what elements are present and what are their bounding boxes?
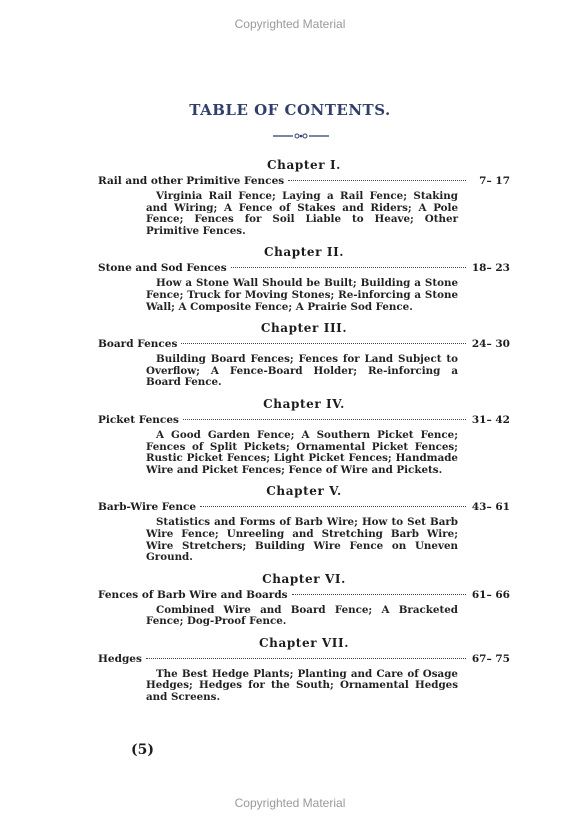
copyright-watermark-bottom: Copyrighted Material <box>234 796 346 810</box>
toc-entry <box>98 588 510 602</box>
entry-title: Stone and Sod Fences <box>98 262 227 275</box>
chapter-heading: Chapter III. <box>260 321 348 336</box>
entry-pages: 61– 66 <box>471 588 510 601</box>
dot-leader <box>183 419 466 420</box>
dot-leader <box>231 267 466 268</box>
chapter-summary: A Good Garden Fence; A Southern Picket Fence; Fences of Split Pickets; Ornamental Picket Fences; Rustic Picket Fences; Light Picket Fences; Handmade Wire and Picket Fences; Fence of Wire and Pickets. <box>146 428 458 476</box>
toc-entry <box>98 174 510 188</box>
chapter-heading: Chapter II. <box>263 245 345 260</box>
entry-title: Board Fences <box>98 338 178 351</box>
dot-leader <box>146 658 466 659</box>
entry-pages: 31– 42 <box>471 413 510 426</box>
entry-title: Barb-Wire Fence <box>98 501 197 514</box>
entry-title: Hedges <box>98 652 142 665</box>
entry-title: Fences of Barb Wire and Boards <box>98 588 288 601</box>
chapter-summary: How a Stone Wall Should be Built; Building a Stone Fence; Truck for Moving Stones; Re-inforcing a Stone Wall; A Composite Fence; A Prairie Sod Fence. <box>146 277 458 313</box>
toc-entry <box>98 337 510 351</box>
toc-entry <box>98 652 510 666</box>
entry-pages: 43– 61 <box>471 501 510 514</box>
chapter-heading: Chapter I. <box>267 158 341 172</box>
dot-leader <box>181 343 466 344</box>
chapter-summary: Combined Wire and Board Fence; A Bracketed Fence; Dog-Proof Fence. <box>146 603 458 628</box>
chapter-summary: The Best Hedge Plants; Planting and Care of Osage Hedges; Hedges for the South; Ornamental Hedges and Screens. <box>146 667 458 704</box>
entry-pages: 7– 17 <box>479 175 510 187</box>
ornament-divider <box>271 131 331 141</box>
entry-title: Rail and other Primitive Fences <box>98 175 285 187</box>
page-title: TABLE OF CONTENTS. <box>189 101 391 119</box>
toc-entry <box>98 261 510 275</box>
chapter-heading: Chapter VII. <box>258 635 350 650</box>
chapter-heading: Chapter VI. <box>262 571 346 586</box>
chapter-summary: Statistics and Forms of Barb Wire; How to Set Barb Wire Fence; Unreeling and Stretching Barb Wire; Wire Stretchers; Building Wire Fence on Uneven Ground. <box>146 516 458 564</box>
chapter-summary: Building Board Fences; Fences for Land Subject to Overflow; A Fence-Board Holder; Re-inforcing a Board Fence. <box>146 353 458 389</box>
entry-pages: 24– 30 <box>471 338 510 351</box>
toc-entry <box>98 413 510 427</box>
entry-title: Picket Fences <box>98 413 179 426</box>
entry-pages: 18– 23 <box>471 262 510 275</box>
toc-entry <box>98 500 510 514</box>
dot-leader <box>288 180 466 181</box>
dot-leader <box>200 506 466 507</box>
chapter-heading: Chapter IV. <box>263 396 345 411</box>
chapter-heading: Chapter V. <box>266 484 342 499</box>
table-of-contents <box>98 158 510 708</box>
chapter-summary: Virginia Rail Fence; Laying a Rail Fence; Staking and Wiring; A Fence of Stakes and Riders; A Pole Fence; Fences for Soil Liable to Heave; Other Primitive Fences. <box>146 190 458 237</box>
dot-leader <box>292 594 466 595</box>
page-number: (5) <box>131 742 154 758</box>
copyright-watermark-top: Copyrighted Material <box>234 17 346 31</box>
entry-pages: 67– 75 <box>471 652 510 665</box>
